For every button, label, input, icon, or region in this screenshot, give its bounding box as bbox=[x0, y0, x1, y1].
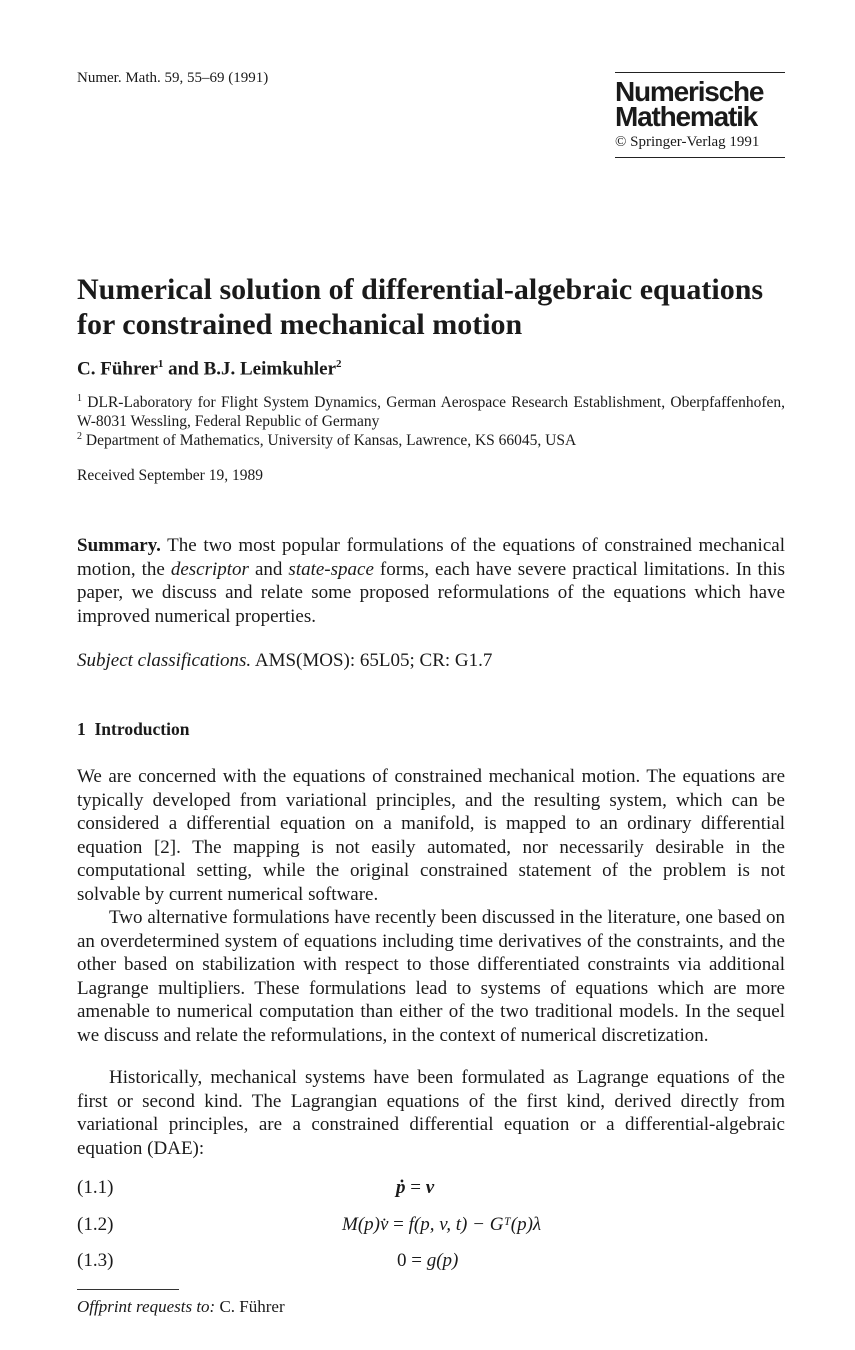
equation-2-rhs: f(p, v, t) − Gᵀ(p)λ bbox=[408, 1214, 542, 1235]
paragraph-1: We are concerned with the equations of constrained mechanical motion. The equations are typically developed from variational principles, and the resulting system, which can be considered a differential equation on a manifold, is mapped to an ordinary differential equation [2]. The mapping is not easily automated, nor necessarily desirable in the computational setting, while the original constrained statement of the problem is not solvable by current numerical software. bbox=[77, 766, 785, 905]
author-line bbox=[77, 358, 342, 380]
summary-emphasis-descriptor: descriptor bbox=[170, 558, 249, 580]
summary-text-2: and bbox=[248, 558, 289, 580]
affiliation-2-number: 2 bbox=[77, 431, 82, 442]
affiliation-2-text: Department of Mathematics, University of Kansas, Lawrence, KS 66045, USA bbox=[85, 432, 577, 450]
equation-2-lhs: M(p)v̇ bbox=[342, 1214, 389, 1235]
paragraph-3: Historically, mechanical systems have been formulated as Lagrange equations of the first or second kind. The Lagrangian equations of the first kind, derived directly from variational principles, are a constrained differential equation or a differential-algebraic equation (DAE): bbox=[77, 1067, 785, 1159]
section-title: Introduction bbox=[94, 719, 190, 739]
subject-text: AMS(MOS): 65L05; CR: G1.7 bbox=[254, 650, 493, 671]
paper-title: Numerical solution of differential-algebraic equations for constrained mechanical motion bbox=[77, 273, 764, 341]
masthead-bottom-rule bbox=[615, 157, 785, 158]
summary-text-1: The two most popular formulations of the equations of constrained mechanical motion, the bbox=[77, 535, 785, 580]
equation-1-rhs: v bbox=[425, 1177, 435, 1198]
affiliation-1 bbox=[77, 389, 785, 431]
summary-abstract bbox=[77, 534, 785, 628]
footnote bbox=[77, 1297, 285, 1317]
equation-3: 0 = g(p) bbox=[397, 1250, 459, 1271]
equation-3-rhs: g(p) bbox=[426, 1250, 459, 1271]
footnote-label: Offprint requests to: bbox=[77, 1297, 216, 1316]
section-heading bbox=[77, 719, 189, 740]
author-2-superscript: 2 bbox=[336, 358, 342, 370]
masthead-line1: Numerische bbox=[615, 76, 764, 107]
affiliation-1-number: 1 bbox=[77, 393, 82, 404]
subject-classifications bbox=[77, 650, 492, 672]
received-date: Received September 19, 1989 bbox=[77, 467, 263, 484]
affiliation-2 bbox=[77, 427, 785, 450]
footnote-rule bbox=[77, 1289, 179, 1290]
paragraph-2: Two alternative formulations have recently been discussed in the literature, one based on an overdetermined system of equations including time derivatives of the constraints, and the other based on stabilization with respect to those differentiated constraints via additional Lagrange multipliers. These formulations lead to systems of equations which are more amenable to numerical computation than either of the two traditional models. In the sequel we discuss and relate the reformulations, in the context of numerical discretization. bbox=[77, 907, 785, 1046]
masthead-line2: Mathematik bbox=[615, 101, 758, 132]
author-1-superscript: 1 bbox=[157, 358, 164, 370]
equation-1: ṗ = v bbox=[396, 1177, 435, 1198]
author-1: C. Führer bbox=[77, 358, 158, 380]
affiliation-1-text: DLR-Laboratory for Flight System Dynamics, German Aerospace Research Establishment, Oberpfaffenhofen, W-8031 Wessling, Federal Republic of Germany bbox=[77, 394, 785, 431]
footnote-text: C. Führer bbox=[219, 1297, 285, 1316]
publisher-copyright: © Springer-Verlag 1991 bbox=[615, 134, 760, 150]
equation-2-number: (1.2) bbox=[77, 1214, 114, 1235]
masthead-top-rule bbox=[615, 72, 785, 73]
author-joiner: and bbox=[163, 358, 204, 380]
equation-1-lhs: ṗ bbox=[396, 1177, 406, 1198]
summary-emphasis-state-space: state-space bbox=[288, 558, 374, 580]
subject-label: Subject classifications. bbox=[77, 650, 252, 671]
equation-1-number: (1.1) bbox=[77, 1177, 114, 1198]
summary-label: Summary. bbox=[77, 535, 161, 556]
journal-masthead bbox=[615, 72, 785, 158]
summary-text-3: forms, each have severe practical limitations. In this paper, we discuss and relate some proposed reformulations of the equations which have improved numerical properties. bbox=[77, 558, 785, 627]
equation-3-number: (1.3) bbox=[77, 1250, 114, 1271]
equation-2: M(p)v̇ = f(p, v, t) − Gᵀ(p)λ bbox=[342, 1214, 542, 1235]
section-number: 1 bbox=[77, 719, 86, 739]
equation-3-lhs: 0 bbox=[397, 1250, 407, 1271]
masthead-title bbox=[615, 76, 785, 132]
journal-reference: Numer. Math. 59, 55–69 (1991) bbox=[77, 70, 269, 86]
author-2: B.J. Leimkuhler bbox=[203, 358, 337, 380]
